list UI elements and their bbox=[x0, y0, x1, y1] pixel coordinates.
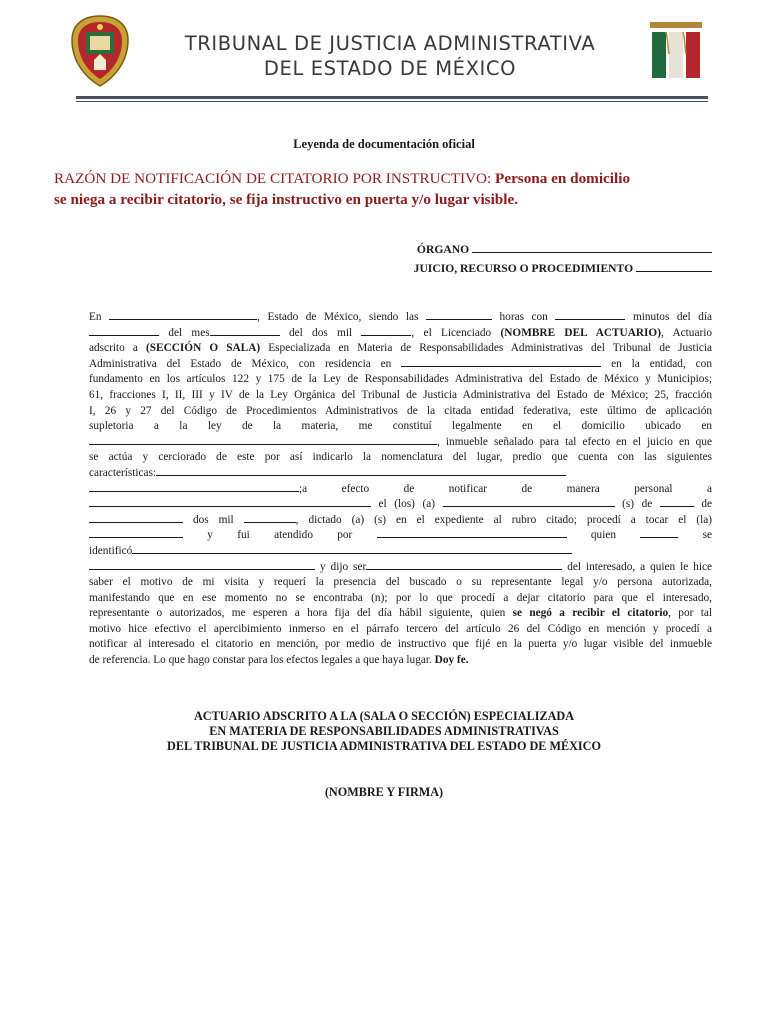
signature-line2: EN MATERIA DE RESPONSABILIDADES ADMINISTRATIVAS bbox=[209, 724, 559, 738]
body-line: dos mil , dictado (a) (s) en el expediente al rubro citado; procedí a tocar el (la) bbox=[89, 513, 712, 529]
body-line: notificar al interesado el citatorio en mención, por medio de instructivo que fijé en la puerta y/o lugar visible del inmueble bbox=[89, 638, 712, 651]
title-sub-line2: se niega a recibir citatorio, se fija instructivo en puerta y/o lugar visible. bbox=[54, 191, 519, 208]
body-line: 61, fracciones I, II, III y IV de la Ley Orgánica del Tribunal de Justicia Administrativa del Estado de México; 25, fracción bbox=[89, 388, 712, 401]
signature-line3: DEL TRIBUNAL DE JUSTICIA ADMINISTRATIVA DEL ESTADO DE MÉXICO bbox=[167, 739, 601, 753]
body-line: de referencia. Lo que hago constar para los efectos legales a que haya lugar. Doy fe. bbox=[89, 654, 469, 667]
body-line: , inmueble señalado para tal efecto en el juicio en que bbox=[89, 435, 712, 451]
body-line: se actúa y cerciorado de este por así indicarlo la nomenclatura del lugar, predio que cuenta con las siguientes bbox=[89, 451, 712, 464]
body-line: identificó bbox=[89, 544, 712, 560]
official-document-legend: Leyenda de documentación oficial bbox=[293, 137, 475, 151]
body-line: En , Estado de México, siendo las horas con minutos del día bbox=[89, 311, 713, 323]
body-line: manifestando que en ese momento no se encontraba (n); por lo que procedí a dejar citatorio para que el interesado, bbox=[89, 591, 712, 604]
tribunal-columns-logo-icon bbox=[646, 20, 706, 82]
organo-label: ÓRGANO bbox=[416, 243, 470, 256]
body-line: características: bbox=[89, 466, 712, 482]
organo-field bbox=[417, 242, 712, 256]
document-header bbox=[0, 0, 768, 112]
body-line: del mes del dos mil , el Licenciado (NOMBRE DEL ACTUARIO), Actuario bbox=[89, 326, 712, 342]
body-line: representante o autorizados, me esperen a hora fija del día hábil siguiente, quien se negó a recibir el citatorio, por tal bbox=[89, 607, 712, 620]
body-line: y fui atendido por quien se bbox=[89, 528, 712, 544]
body-line: I, 26 y 27 del Código de Procedimientos Administrativos de la citada entidad federativa, este último de aplicación bbox=[89, 404, 712, 417]
body-line: y dijo ser del interesado, a quien le hice bbox=[89, 560, 712, 576]
signature-block bbox=[0, 709, 768, 754]
body-line: motivo hice efectivo el apercibimiento inmerso en el párrafo tercero del artículo 26 del Código en mención y procedí a bbox=[89, 622, 712, 635]
signature-name: (NOMBRE Y FIRMA) bbox=[324, 785, 444, 799]
body-line: fundamento en los artículos 122 y 175 de la Ley de Responsabilidades Administrativa del Estado de México y Municipios; bbox=[89, 373, 712, 386]
body-line: Administrativa del Estado de México, con residencia en en la entidad, con bbox=[89, 357, 712, 370]
body-line: ;a efecto de notificar de manera personal a bbox=[89, 482, 712, 498]
body-line: saber el motivo de mi visita y requerí la presencia del buscado o su representante legal y/o persona autorizada, bbox=[89, 576, 712, 589]
body-line: adscrito a (SECCIÓN O SALA) Especializada en Materia de Responsabilidades Administrativas del Tribunal de Justicia bbox=[89, 342, 713, 355]
juicio-field bbox=[414, 261, 712, 275]
document-title bbox=[54, 168, 714, 210]
juicio-label: JUICIO, RECURSO O PROCEDIMIENTO bbox=[413, 262, 634, 275]
body-line: el (los) (a) (s) de de bbox=[89, 497, 712, 513]
header-rule-thick bbox=[76, 96, 708, 99]
header-rule-thin bbox=[76, 101, 708, 102]
body-line: supletoria a la ley de la materia, me constituí legalmente en el domicilio ubicado en bbox=[89, 420, 712, 433]
title-sub-line1: Persona en domicilio bbox=[495, 170, 631, 187]
title-main: RAZÓN DE NOTIFICACIÓN DE CITATORIO POR INSTRUCTIVO: bbox=[54, 170, 492, 187]
header-title-line2: DEL ESTADO DE MÉXICO bbox=[263, 57, 517, 80]
notification-body bbox=[89, 310, 712, 669]
signature-line1: ACTUARIO ADSCRITO A LA (SALA O SECCIÓN) ESPECIALIZADA bbox=[193, 709, 575, 723]
coat-of-arms-icon bbox=[70, 14, 130, 88]
organo-blank bbox=[472, 242, 712, 253]
juicio-blank bbox=[636, 261, 712, 272]
header-title-line1: TRIBUNAL DE JUSTICIA ADMINISTRATIVA bbox=[184, 32, 596, 55]
